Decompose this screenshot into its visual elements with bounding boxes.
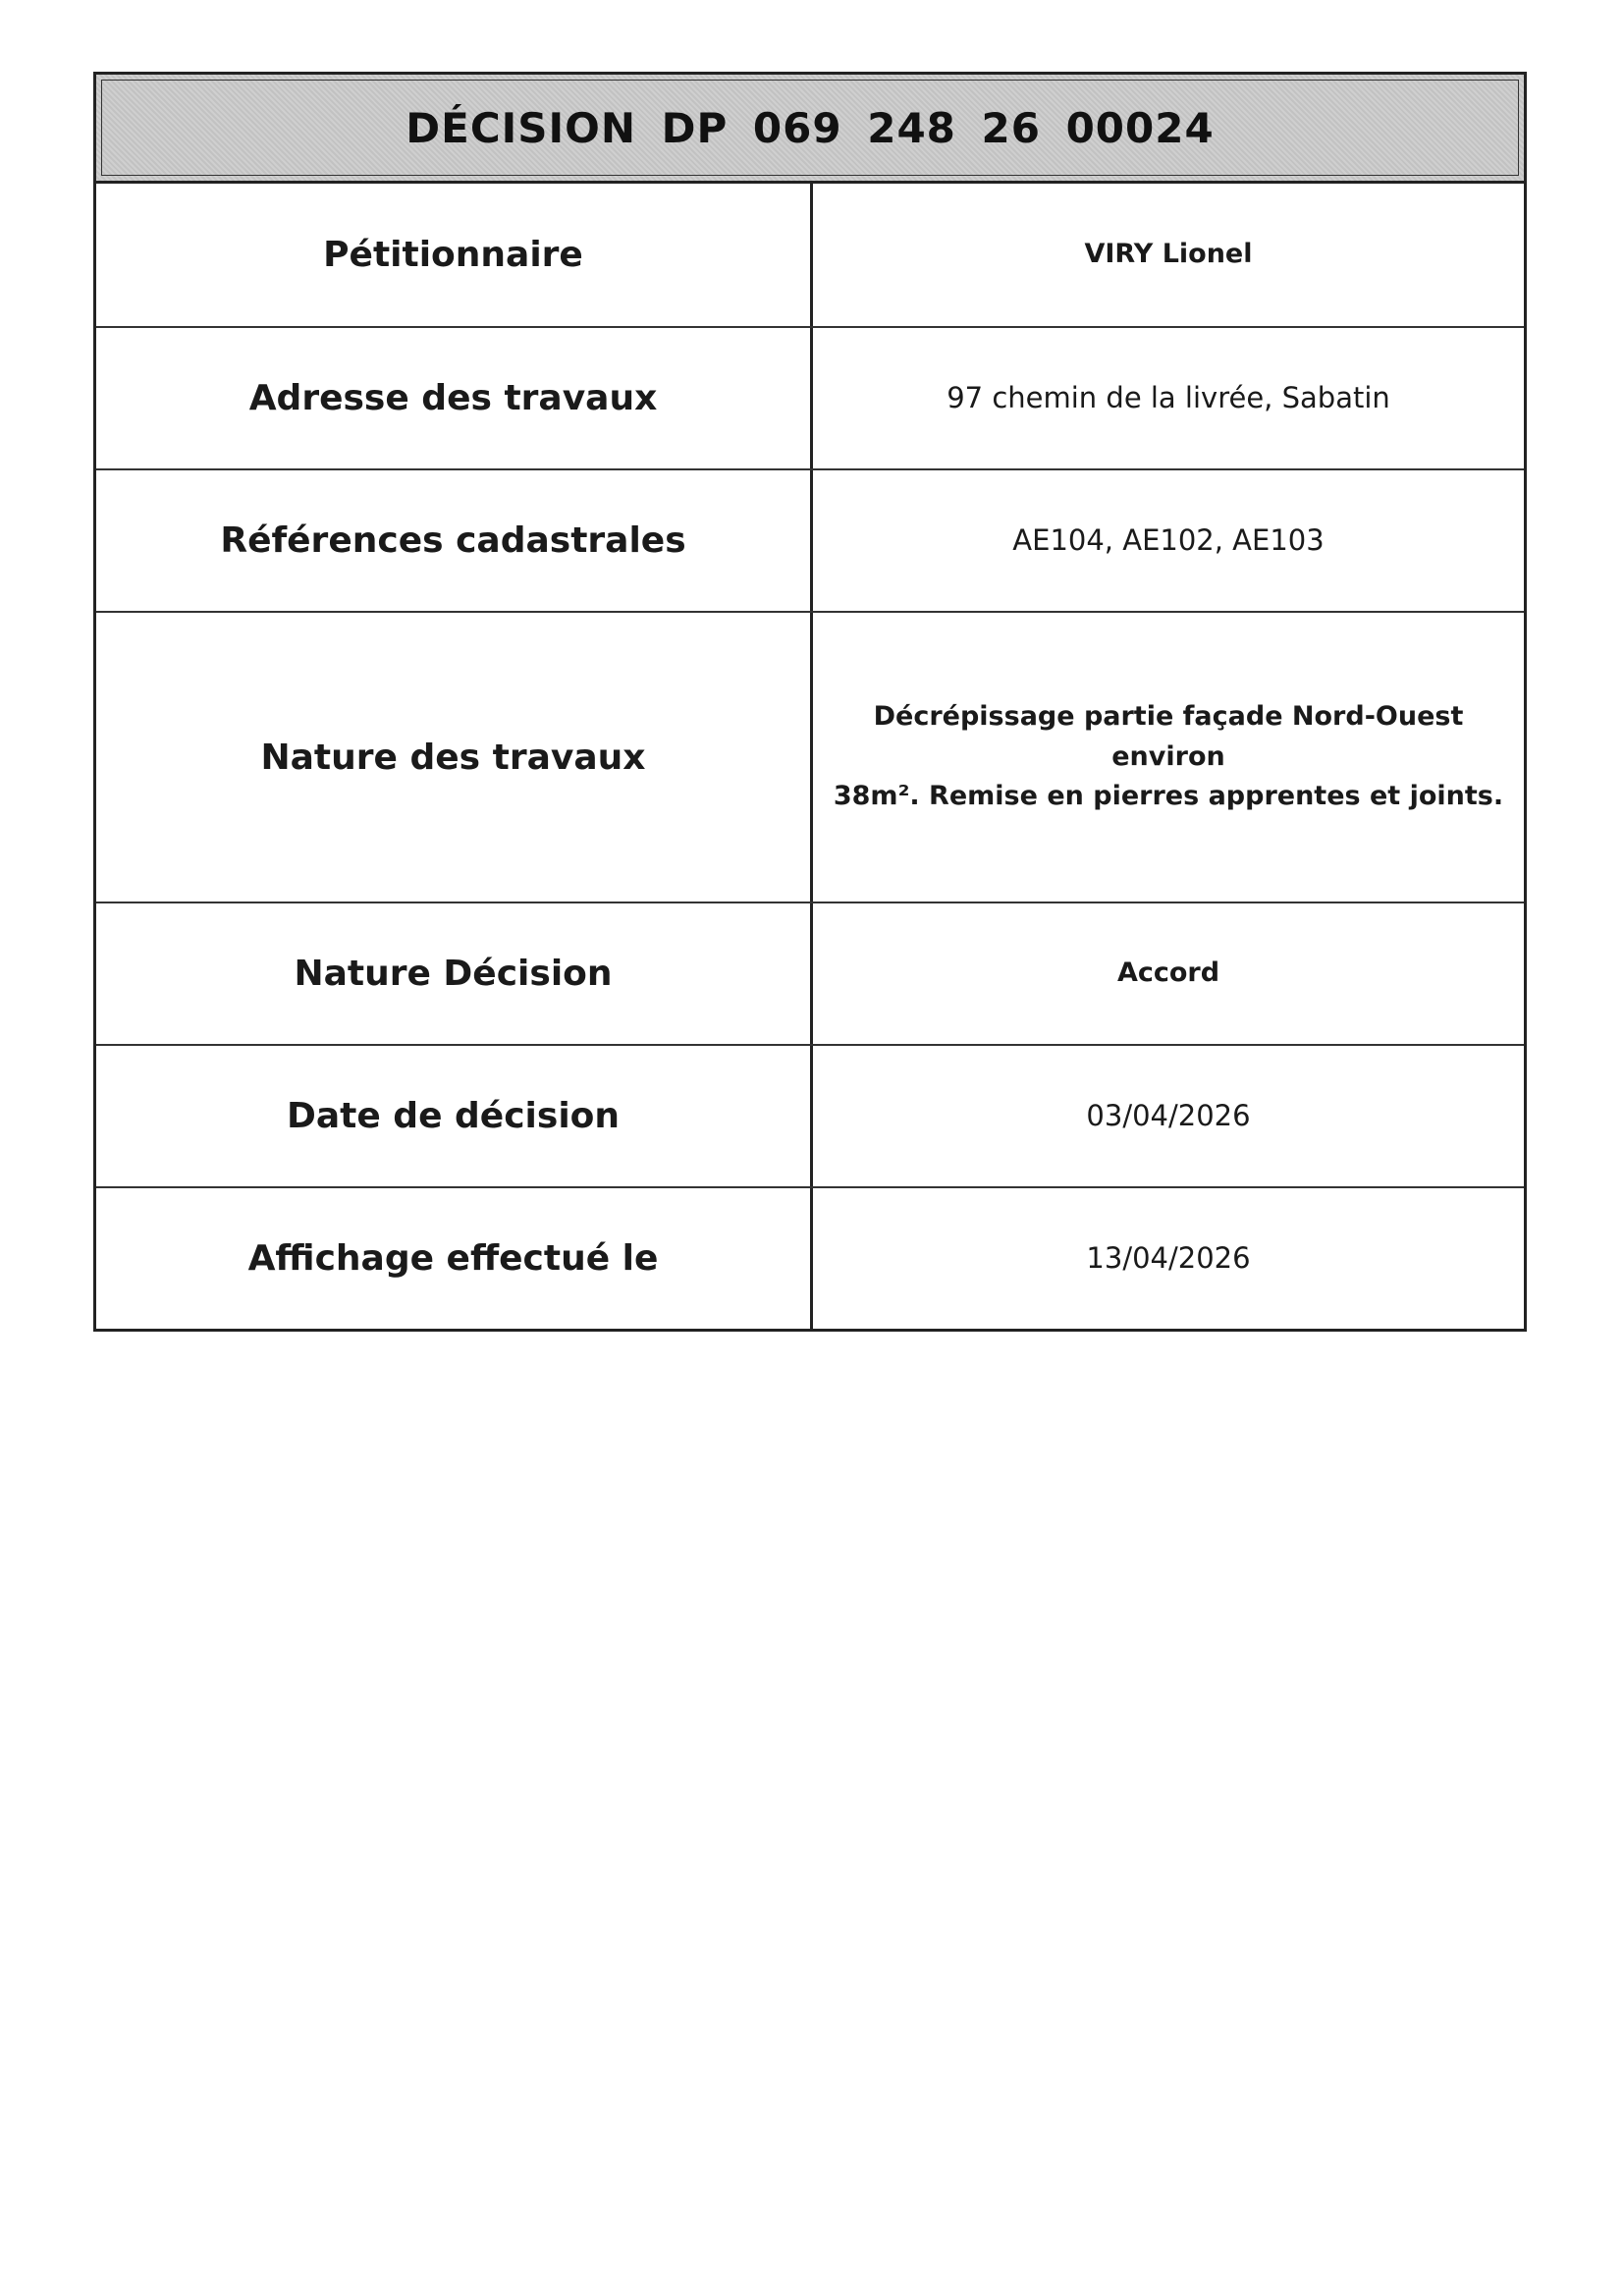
value-affichage: 13/04/2026 xyxy=(1086,1240,1251,1275)
row-adresse xyxy=(96,326,1524,468)
title-header xyxy=(93,72,1527,184)
row-date-decision xyxy=(96,1044,1524,1186)
label-nature-decision: Nature Décision xyxy=(96,903,813,1044)
label-adresse: Adresse des travaux xyxy=(96,328,813,468)
row-petitionnaire xyxy=(96,184,1524,326)
value-adresse: 97 chemin de la livrée, Sabatin xyxy=(947,380,1390,414)
decision-rows xyxy=(93,184,1527,1332)
label-references: Références cadastrales xyxy=(96,470,813,611)
label-petitionnaire: Pétitionnaire xyxy=(96,184,813,326)
value-references: AE104, AE102, AE103 xyxy=(1012,522,1325,557)
row-affichage xyxy=(96,1186,1524,1329)
value-nature-travaux xyxy=(813,613,1524,902)
decision-title: DÉCISION DP 069 248 26 00024 xyxy=(406,103,1215,152)
row-references xyxy=(96,468,1524,611)
value-nature-travaux-line2: 38m². Remise en pierres apprentes et joints. xyxy=(833,781,1504,812)
value-date-decision: 03/04/2026 xyxy=(1086,1098,1251,1132)
value-nature-decision: Accord xyxy=(1116,957,1220,989)
value-petitionnaire: VIRY Lionel xyxy=(1084,239,1253,270)
label-affichage: Affichage effectué le xyxy=(96,1188,813,1329)
decision-table xyxy=(93,72,1527,1332)
row-nature-travaux xyxy=(96,611,1524,902)
label-nature-travaux: Nature des travaux xyxy=(96,613,813,902)
row-nature-decision xyxy=(96,902,1524,1044)
value-nature-travaux-line1: Décrépissage partie façade Nord-Ouest environ xyxy=(873,701,1464,772)
label-date-decision: Date de décision xyxy=(96,1046,813,1186)
